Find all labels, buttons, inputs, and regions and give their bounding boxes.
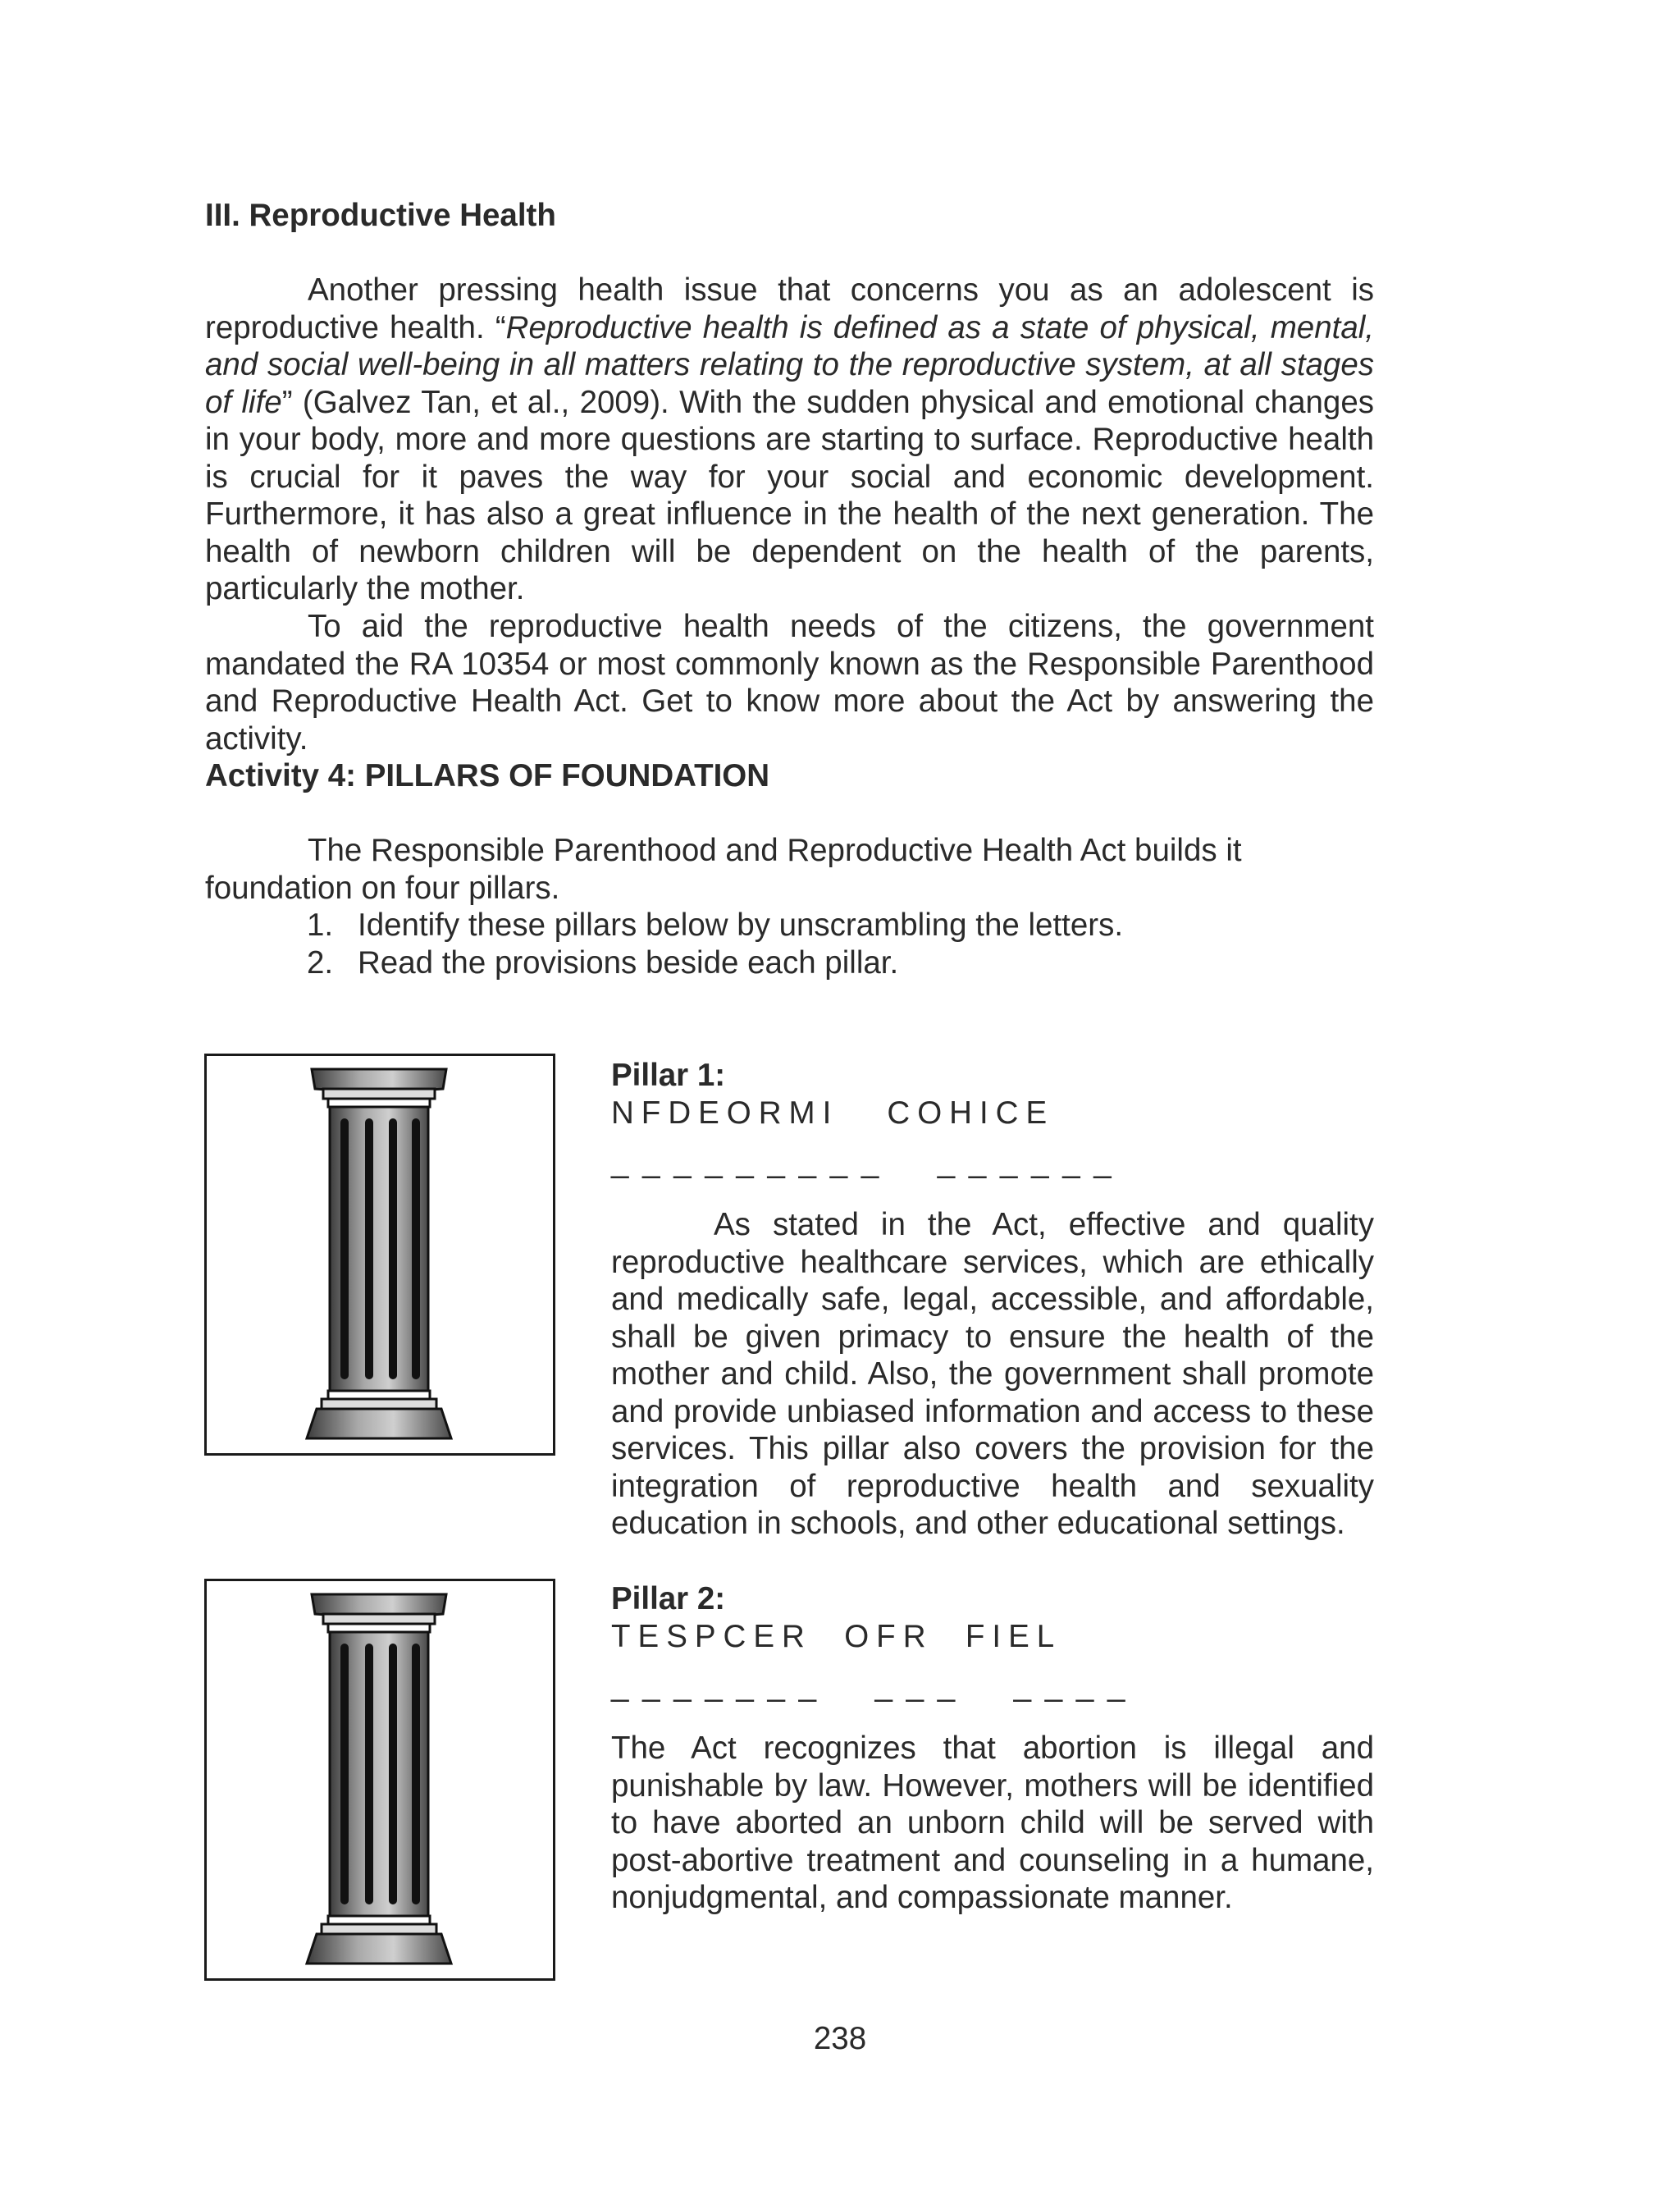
pillar-2-description: The Act recognizes that abortion is illegal and punishable by law. However, mothers will be identified to have aborted an unborn child will be served with post-abortive treatment and counseling in a humane, nonjudgmental, and compassionate manner. bbox=[611, 1731, 1374, 1915]
definition-quote: Reproductive health is defined as a state of physical, mental, and social well-being in all matters relating to the reproductive system, at all stages of life bbox=[205, 309, 1374, 420]
pillar-1-image-frame bbox=[204, 1054, 555, 1456]
instruction-text: Identify these pillars below by unscrambling the letters. bbox=[358, 908, 1124, 943]
page-number: 238 bbox=[813, 2021, 867, 2056]
intro-paragraph bbox=[205, 272, 1374, 608]
pillar-1-answer-blanks: _ _ _ _ _ _ _ _ _ _ _ _ _ _ _ bbox=[611, 1144, 1114, 1179]
pillar-illustration-icon bbox=[207, 1581, 553, 1978]
instruction-number: 2. bbox=[307, 944, 334, 981]
intro-part2: ” (Galvez Tan, et al., 2009). With the sudden physical and emotional changes in your body, more and more questions are starting to surface. Reproductive health is crucial for it paves the way for your social and economic development. Furthermore, it has also a great influence in the health of the next generation. The health of newborn children will be dependent on the health of the parents, particularly the mother. bbox=[205, 384, 1374, 606]
ra-paragraph: To aid the reproductive health needs of the citizens, the government mandated the RA 10354 or most commonly known as the Responsible Parenthood and Reproductive Health Act. Get to know more about the Act by answering the activity. bbox=[205, 609, 1374, 757]
pillar-2-label: Pillar 2: bbox=[611, 1581, 726, 1616]
activity-intro: The Responsible Parenthood and Reproductive Health Act builds it foundation on four pillars. bbox=[205, 833, 1242, 906]
pillar-1-label: Pillar 1: bbox=[611, 1058, 726, 1093]
instruction-item bbox=[307, 907, 1373, 944]
pillar-2-scrambled: TESPCER OFR FIEL bbox=[611, 1619, 1062, 1654]
instruction-list bbox=[307, 907, 1373, 981]
intro-part1: Another pressing health issue that concerns you as an adolescent is reproductive health. “ bbox=[205, 272, 1374, 345]
pillar-1-scrambled: NFDEORMI COHICE bbox=[611, 1095, 1055, 1131]
section-title: III. Reproductive Health bbox=[205, 198, 556, 233]
pillar-2-answer-blanks: _ _ _ _ _ _ _ _ _ _ _ _ _ _ bbox=[611, 1667, 1128, 1703]
instruction-text: Read the provisions beside each pillar. bbox=[358, 944, 899, 981]
activity-title: Activity 4: PILLARS OF FOUNDATION bbox=[205, 758, 770, 793]
pillar-2-image-frame bbox=[204, 1579, 555, 1981]
pillar-1-description: As stated in the Act, effective and quality reproductive healthcare services, which are ethically and medically safe, legal, accessible, and affordable, shall be given primacy to ensure the health of the mother and child. Also, the government shall promote and provide unbiased information and access to these services. This pillar also covers the provision for the integration of reproductive health and sexuality education in schools, and other educational settings. bbox=[611, 1207, 1374, 1541]
instruction-item bbox=[307, 944, 1373, 982]
pillar-illustration-icon bbox=[207, 1056, 553, 1453]
instruction-number: 1. bbox=[307, 908, 334, 943]
